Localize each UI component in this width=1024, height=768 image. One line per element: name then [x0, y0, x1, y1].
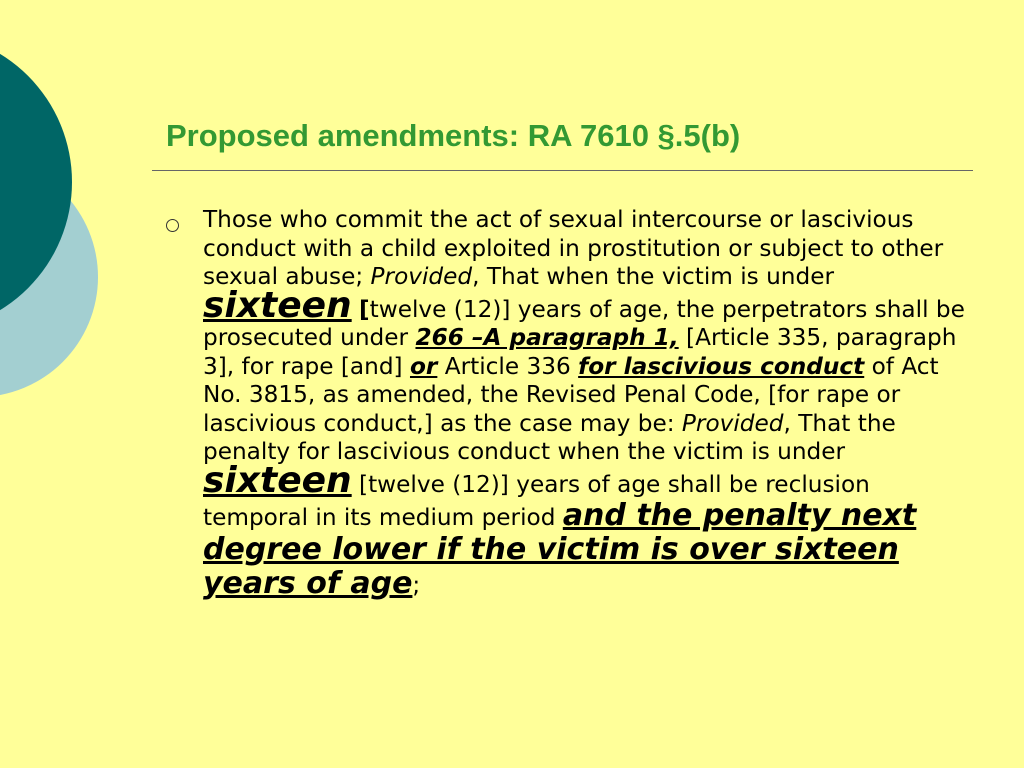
emphasis-lascivious: for lascivious conduct: [578, 352, 865, 380]
text-segment: [twelve (12)] years of age shall be reclusion temporal in its medium period: [203, 470, 870, 531]
text-segment: of Act No. 3815, as amended, the Revised Penal Code, [for rape or lascivious conduct,] as the case may be:: [203, 352, 939, 437]
text-segment: Those who commit the act of sexual intercourse or lascivious conduct with a child exploited in prostitution or subject to other sexual abuse;: [203, 206, 944, 290]
slide-title: Proposed amendments: RA 7610 §.5(b): [166, 118, 741, 153]
bullet-circle-icon: [166, 219, 179, 232]
emphasis-sixteen: sixteen: [203, 459, 352, 501]
bullet-text: [203, 206, 971, 601]
text-segment: [352, 296, 359, 323]
text-segment-italic: Provided: [681, 409, 784, 437]
emphasis-or: or: [409, 352, 438, 380]
text-segment: , That the penalty for lascivious conduct when the victim is under: [203, 409, 896, 465]
emphasis-sixteen: sixteen: [203, 284, 352, 326]
emphasis-article-ref: 266 –A paragraph 1,: [415, 324, 679, 351]
text-segment: twelve (12)] years of age, the perpetrators shall be prosecuted under: [203, 295, 965, 351]
text-segment-italic: Provided: [370, 263, 473, 290]
title-divider: [152, 170, 973, 171]
bracket-open: [: [359, 295, 370, 323]
text-segment: , That when the victim is under: [472, 263, 835, 290]
text-segment: [Article 335, paragraph 3], for rape [and]: [203, 324, 957, 380]
emphasis-penalty-clause: and the penalty next degree lower if the victim is over sixteen years of age: [203, 498, 917, 601]
text-segment: ;: [412, 572, 421, 599]
text-segment: Article 336: [437, 352, 579, 380]
